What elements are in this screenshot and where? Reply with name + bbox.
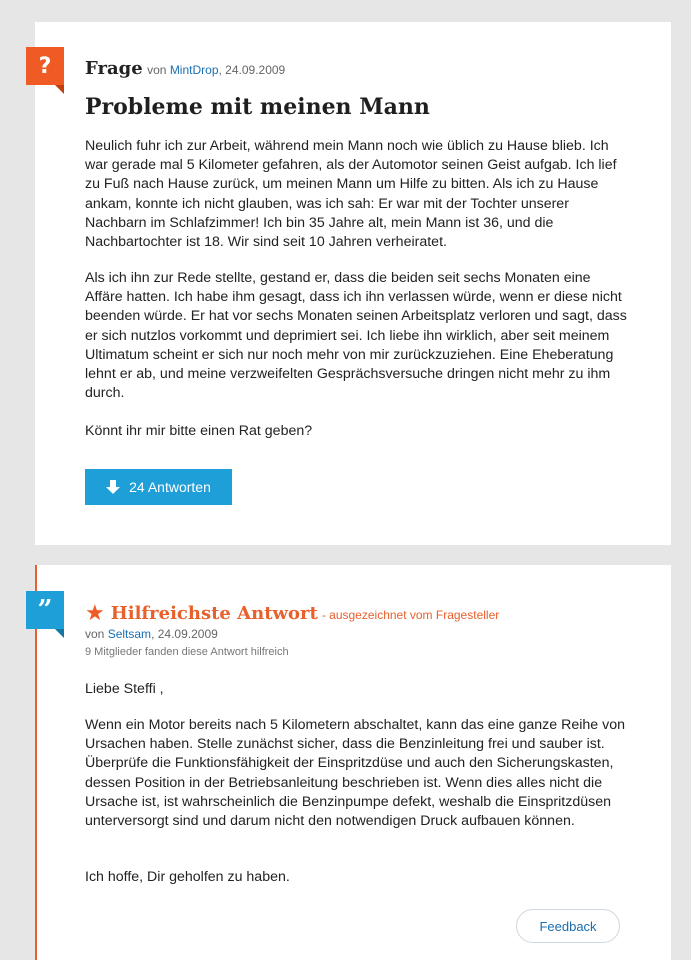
answer-award-text: - ausgezeichnet vom Fragesteller (321, 608, 500, 622)
question-paragraph: Könnt ihr mir bitte einen Rat geben? (85, 423, 313, 439)
question-byline: von MintDrop, 24.09.2009 (147, 63, 286, 77)
helpful-count: 9 Mitglieder fanden diese Antwort hilfreich (85, 646, 289, 658)
answer-paragraph: Ich hoffe, Dir geholfen zu haben. (85, 869, 290, 885)
question-paragraph: Als ich ihn zur Rede stellte, gestand er, dass die beiden seit sechs Monaten eine Affäre hatten. Ich habe ihm gesagt, dass ich ihn verlassen würde, wenn er diese nicht beenden würde. Er hat vor sechs Monaten seinen Arbeitsplatz verloren und sagt, dass er sich nutzlos vorkommt und deprimiert sei. Ich liebe ihn wirklich, aber seit meinem Ultimatum scheint er sich nur noch mehr von mir zurückzuziehen. Eine Eheberatung lehnt er ab, und meine verzweifelten Gesprächsversuche dringen nicht mehr zu ihm durch. (85, 270, 627, 402)
answer-byline: von Seltsam, 24.09.2009 (85, 627, 218, 641)
answers-button-label: 24 Antworten (129, 479, 211, 495)
question-mark-icon: ? (26, 47, 64, 85)
question-paragraph: Neulich fuhr ich zur Arbeit, während mein Mann noch wie üblich zu Hause blieb. Ich war gerade mal 5 Kilometer gefahren, als der Automotor seinen Geist aufgab. Ich lief zu Fuß nach Hause zurück, um meinen Mann um Hilfe zu bitten. Als ich zu Hause ankam, konnte ich nicht glauben, was ich sah: Er war mit der Tochter unserer Nachbarn im Schlafzimmer! Ich bin 35 Jahre alt, mein Mann ist 36, und die Nachbartochter ist 18. Wir sind seit 10 Jahren verheiratet. (85, 138, 617, 251)
question-header (85, 58, 285, 79)
answer-paragraph: Liebe Steffi , (85, 681, 164, 697)
answer-header (85, 599, 499, 625)
question-label: Frage (85, 58, 143, 79)
answer-label: Hilfreichste Antwort (110, 603, 318, 624)
feedback-button[interactable]: Feedback (516, 909, 620, 943)
question-author-link[interactable]: MintDrop (169, 63, 219, 77)
star-icon: ★ (85, 600, 105, 625)
answer-author-link[interactable]: Seltsam (107, 627, 152, 641)
quote-icon: ” (26, 591, 64, 629)
question-title: Probleme mit meinen Mann (85, 94, 430, 120)
arrow-down-icon (106, 480, 120, 494)
answer-paragraph: Wenn ein Motor bereits nach 5 Kilometern abschaltet, kann das eine ganze Reihe von Ursachen haben. Stelle zunächst sicher, dass die Benzinleitung frei und sauber ist. Überprüfe die Funktionsfähigkeit der Einspritzdüse und auch den Sicherungskasten, dessen Position in der Betriebsanleitung beschrieben ist. Wenn dies alles nicht die Ursache ist, ist wahrscheinlich die Benzinpumpe defekt, weshalb die Einspritzdüsen unterversorgt sind und darum nicht den notwendigen Druck aufbauen können. (85, 717, 625, 830)
answers-button[interactable] (85, 469, 232, 505)
